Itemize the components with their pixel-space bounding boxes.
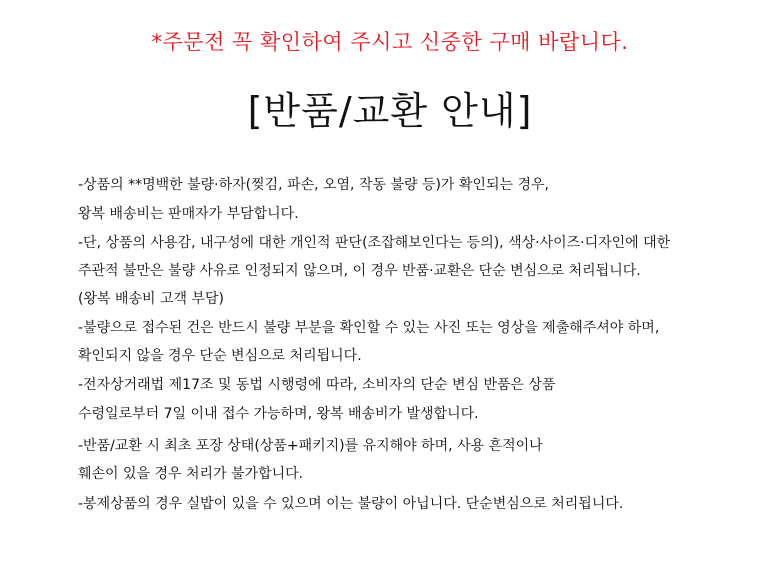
policy-line: -불량으로 접수된 건은 반드시 불량 부분을 확인할 수 있는 사진 또는 영상을 제출해주셔야 하며, (78, 320, 660, 336)
policy-line: -봉제상품의 경우 실밥이 있을 수 있으며 이는 불량이 아닙니다. 단순변심으로 처리됩니다. (78, 496, 624, 512)
policy-line: -상품의 **명백한 불량·하자(찢김, 파손, 오염, 작동 불량 등)가 확인되는 경우, (78, 177, 549, 193)
policy-line: 수령일로부터 7일 이내 접수 가능하며, 왕복 배송비가 발생합니다. (78, 406, 479, 422)
policy-line: 왕복 배송비는 판매자가 부담합니다. (78, 206, 299, 222)
policy-line: 주관적 불만은 불량 사유로 인정되지 않으며, 이 경우 반품·교환은 단순 변심으로 처리됩니다. (78, 263, 641, 279)
policy-line: -전자상거래법 제17조 및 동법 시행령에 따라, 소비자의 단순 변심 반품은 상품 (78, 377, 556, 393)
policy-line: -반품/교환 시 최초 포장 상태(상품+패키지)를 유지해야 하며, 사용 흔적이나 (78, 438, 543, 454)
policy-line: 훼손이 있을 경우 처리가 불가합니다. (78, 466, 304, 482)
policy-line: 확인되지 않을 경우 단순 변심으로 처리됩니다. (78, 348, 362, 364)
page-title: [반품/교환 안내] (247, 89, 533, 133)
policy-line: (왕복 배송비 고객 부담) (78, 291, 224, 307)
order-notice: *주문전 꼭 확인하여 주시고 신중한 구매 바랍니다. (151, 30, 629, 54)
policy-line: -단, 상품의 사용감, 내구성에 대한 개인적 판단(조잡해보인다는 등의), 색상·사이즈·디자인에 대한 (78, 235, 671, 251)
